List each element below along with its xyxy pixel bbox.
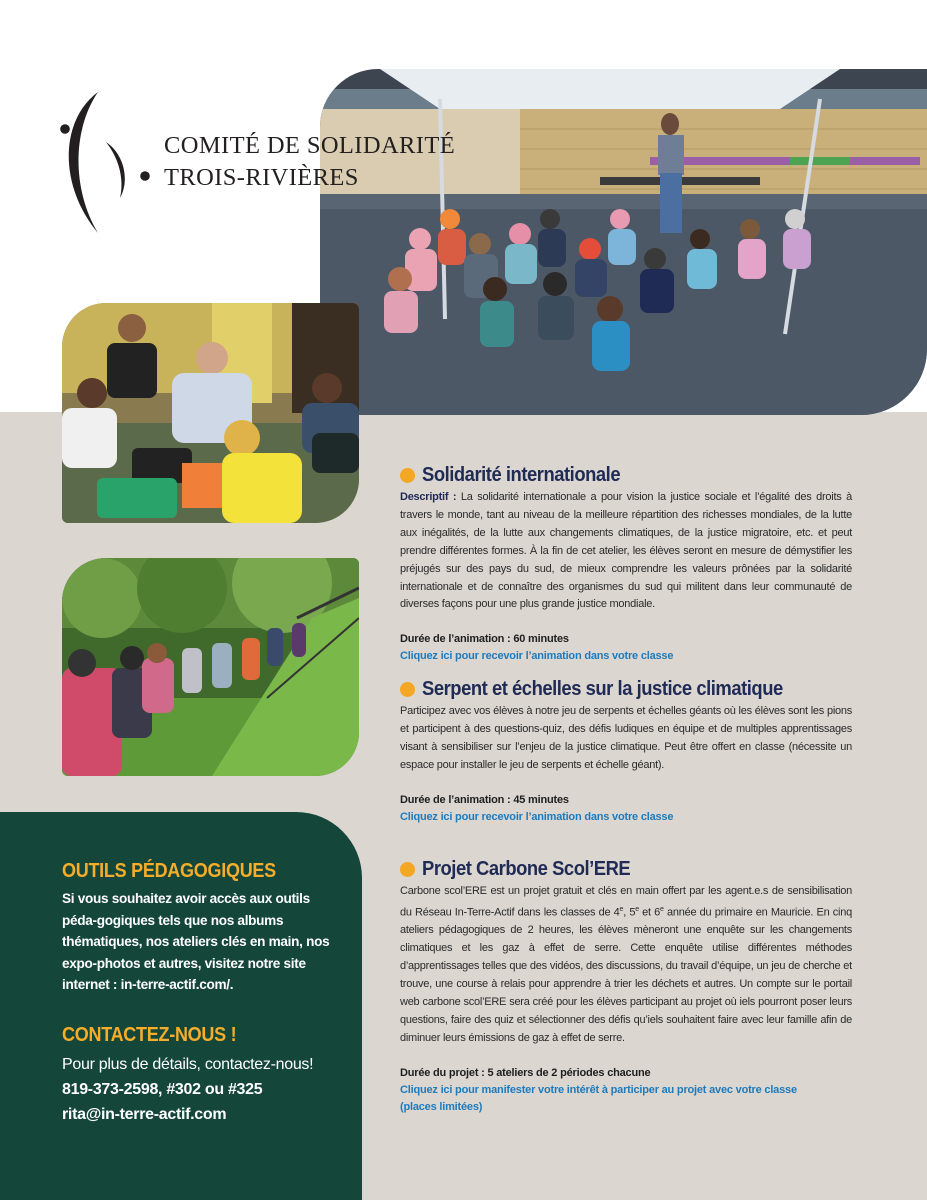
interest-link[interactable]: Cliquez ici pour manifester votre intérêt à participer au projet avec votre classe [400,1083,797,1096]
logo-text-line1: COMITÉ DE SOLIDARITÉ [164,132,456,159]
contact-panel [0,812,362,1200]
request-animation-link[interactable]: Cliquez ici pour recevoir l’animation dans votre classe [400,810,674,823]
contact-intro: Pour plus de détails, contactez-nous! [62,1056,314,1073]
description-label: Descriptif : [400,491,457,503]
ordinal-suffix: e [660,905,664,913]
orange-dot-icon [400,682,415,697]
interest-link-note[interactable]: (places limitées) [400,1100,483,1113]
section-serpent-echelles [400,676,852,826]
orange-dot-icon [400,862,415,877]
section-title: Serpent et échelles sur la justice climatique [422,677,783,700]
description-text: année du primaire en Mauricie. En cinq ateliers pédagogiques de 2 heures, les élèves mèneront une enquête sur les changements climatiques et les gaz à effet de serre. Cette enquête utilise différentes méthodes d’apprentissages telles que des vidéos, des discussions, du travail d’équipe, un jeu de cherche et trouve, une course à relais pour apprendre à trier les déchets et autres. Un compte sur le portail web carbone scol’ERE sera créé pour les élèves participant au projet où iels pourront poser leurs questions, faire des quiz et sélectionner des défis qu’iels souhaitent faire avec leur famille afin de diminuer leurs émissions de gaz à effet de serre. [400,906,852,1044]
section-heading [400,856,852,882]
section-heading [400,462,852,488]
contact-phone[interactable]: 819-373-2598, #302 ou #325 [62,1081,263,1098]
section-solidarite-internationale [400,462,852,665]
tools-text: Si vous souhaitez avoir accès aux outils péda-gogiques tels que nos albums thématiques, nos ateliers clés en main, nos expo-photos et autres, visitez notre site internet : in-terre-actif.com/. [62,891,330,992]
duration-text: Durée de l’animation : 60 minutes [400,633,569,646]
ordinal-suffix: e [619,905,624,913]
section-description: Participez avec vos élèves à notre jeu de serpents et échelles géants où les élèves sont les pions et participent à des questions-quiz, des défis ludiques en équipe et de multiples apprentissages visant à sensibiliser sur l’enjeu de la justice climatique. Peut être offert en classe (nécessite un espace pour installer le jeu de serpents et échelle géant). [400,705,852,771]
contact-details [62,1052,352,1127]
section-carbone-scolere [400,856,852,1116]
section-description [400,883,852,1048]
request-animation-link[interactable]: Cliquez ici pour recevoir l’animation dans votre classe [400,650,674,663]
duration-text: Durée de l’animation : 45 minutes [400,793,569,806]
logo-text-line2: TROIS-RIVIÈRES [164,164,359,191]
contact-email[interactable]: rita@in-terre-actif.com [62,1106,227,1123]
section-title: Projet Carbone Scol’ERE [422,857,631,880]
organization-logo [58,90,478,240]
description-text: La solidarité internationale a pour vision la justice sociale et l’égalité des droits à travers le monde, tant au niveau de la meilleure répartition des richesses mondiales, de la lutte aux inégalités, de la lutte aux changements climatiques, de la justice migratoire, etc. et peut prendre différentes formes. À la fin de cet atelier, les élèves seront en mesure de démystifier les préjugés sur des pays du sud, de mieux comprendre les valeurs prônées par la solidarité internationale et de connaître des organismes du sud qui militent dans leur communauté de diverses façons pour une plus grande justice mondiale. [400,491,852,611]
description-text: et 6 [638,906,661,919]
description-text: Carbone scol’ERE est un projet gratuit et clés en main offert par les agent.e.s de sensibilisation du Réseau In-Terre-Actif dans les classes de 4 [400,885,852,919]
section-description [400,489,852,614]
photo-forest-trail [62,558,359,776]
contact-title: CONTACTEZ-NOUS ! [62,1024,237,1046]
photo-classroom-activity [62,303,359,523]
description-text: , 5 [623,906,636,919]
ordinal-suffix: e [635,905,639,913]
orange-dot-icon [400,468,415,483]
dots-arc-logo-icon [58,90,158,240]
tools-title: OUTILS PÉDAGOGIQUES [62,860,276,882]
section-heading [400,676,852,702]
section-title: Solidarité internationale [422,463,621,486]
duration-text: Durée du projet : 5 ateliers de 2 périodes chacune [400,1066,651,1079]
